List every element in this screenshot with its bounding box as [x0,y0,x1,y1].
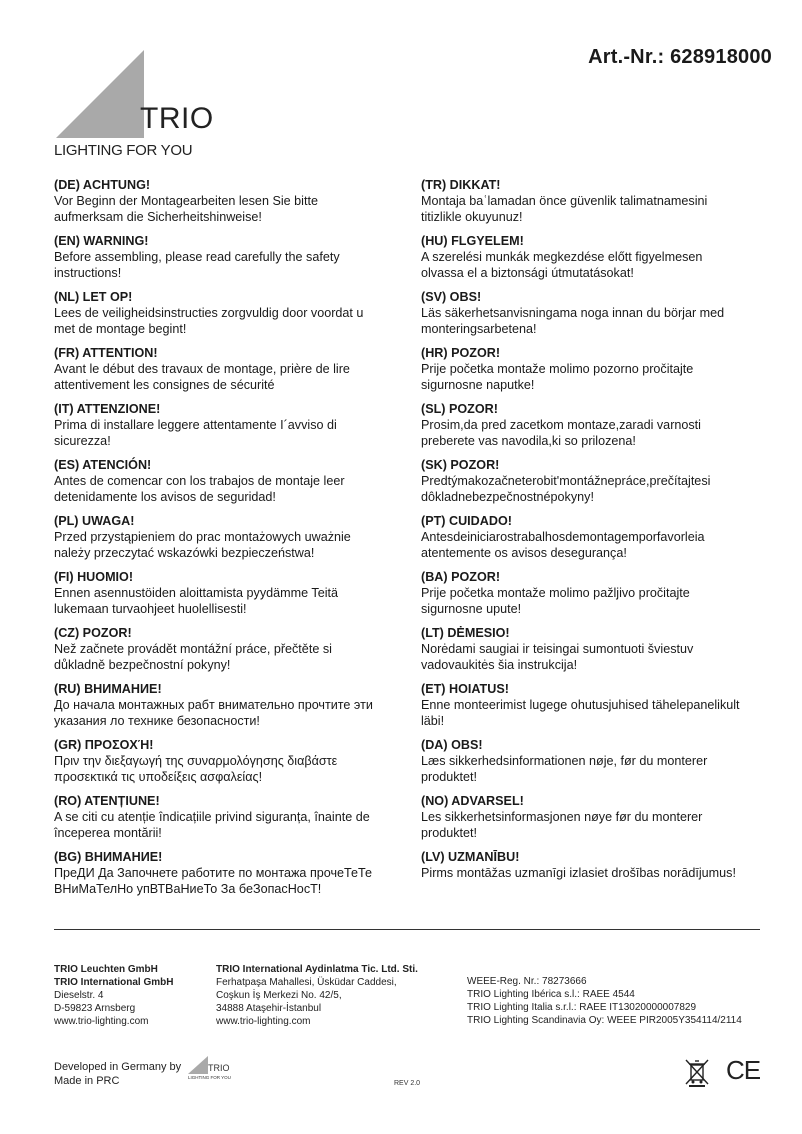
warning-heading: (RO) ATENȚIUNE! [54,794,160,808]
logo-tagline: LIGHTING FOR YOU [54,142,193,159]
warning-text: Przed przystąpieniem do prac montażowych uważnie [54,530,351,544]
warning-block [54,401,399,457]
developed-line: Developed in Germany by [54,1061,182,1073]
warning-text: aufmerksam die Sicherheitshinweise! [54,210,262,224]
address-line: Dieselstr. 4 [54,990,104,1001]
warning-text: Prije početka montaže molimo pozorno pročitajte [421,362,694,376]
address-line: Ferhatpaşa Mahallesi, Üsküdar Caddesi, [216,977,397,988]
warning-text: attentivement les consignes de sécurité [54,378,275,392]
warning-heading: (DE) ACHTUNG! [54,178,151,192]
warning-block [421,681,766,737]
warning-text: Montaja baʿlamadan önce güvenlik talimatnamesini [421,194,708,208]
warning-text: Prije početka montaže molimo pažljivo pročitajte [421,586,690,600]
warning-block [54,681,399,737]
warnings-left-column [54,177,399,905]
warning-text: titizlikle okuyunuz! [421,210,523,224]
warning-heading: (FI) HUOMIO! [54,570,134,584]
warning-block [54,345,399,401]
warning-text: Prosim,da pred zacetkom montaze,zaradi varnosti [421,418,701,432]
company-name: TRIO International GmbH [54,977,174,988]
warning-block [54,849,399,905]
warning-heading: (SL) POZOR! [421,402,498,416]
warning-heading: (BA) POZOR! [421,570,501,584]
logo-brand: TRIO [140,102,214,135]
warning-heading: (DA) OBS! [421,738,483,752]
warning-text: До начала монтажных рабт внимательно прочтите эти [54,698,373,712]
article-number-label: Art.-Nr.: [588,46,671,68]
warning-block [421,625,766,681]
warning-heading: (FR) ATTENTION! [54,346,158,360]
footer-address-trio-tr [216,963,418,1028]
mini-logo-tagline: LIGHTING FOR YOU [188,1075,231,1080]
warning-text: Ennen asennustöiden aloittamista pyydämme Teitä [54,586,338,600]
trio-logo [52,48,222,163]
ce-mark: CE [726,1055,761,1085]
warning-block [421,177,766,233]
warning-text: Vor Beginn der Montagearbeiten lesen Sie bitte [54,194,318,208]
warning-block [421,401,766,457]
company-name: TRIO International Aydinlatma Tic. Ltd. Sti. [216,964,418,975]
warning-block [54,513,399,569]
warning-text: preberete vas navodila,ki so prilozena! [421,434,636,448]
warning-text: Predtýmakozačneterobit'montážnepráce,prečítajtesi [421,474,711,488]
warning-block [421,289,766,345]
warning-text: Prima di installare leggere attentamente I´avviso di [54,418,337,432]
warning-heading: (ET) HOIATUS! [421,682,509,696]
warning-text: met de montage begint! [54,322,187,336]
warning-text: instructions! [54,266,122,280]
warning-heading: (CZ) POZOR! [54,626,132,640]
warning-block [421,569,766,625]
warning-text: Læs sikkerhedsinformationen nøje, før du monterer [421,754,708,768]
website-link[interactable]: www.trio-lighting.com [216,1016,311,1027]
warning-text: należy przeczytać wskazówki bezpieczeństwa! [54,546,315,560]
company-name: TRIO Leuchten GmbH [54,964,158,975]
warning-text: produktet! [421,770,478,784]
warning-text: ВНиМаТелНо упВТВаНиеТо За беЗопасНосТ! [54,882,322,896]
warning-text: vadovaukitės šia instrukcija! [421,658,578,672]
warning-text: Než začnete provádět montážní práce, přečtěte si [54,642,332,656]
warning-heading: (PT) CUIDADO! [421,514,512,528]
warning-text: A szerelési munkák megkezdése előtt figyelmesen [421,250,703,264]
warning-block [421,457,766,513]
warning-block [54,793,399,849]
warning-heading: (GR) ΠΡΟΣΟΧΉ! [54,738,154,752]
warning-text: produktet! [421,826,478,840]
warning-heading: (RU) ВНИМАНИЕ! [54,682,162,696]
address-line: D-59823 Arnsberg [54,1003,136,1014]
warning-block [421,737,766,793]
warning-text: atentemente os avisos desegurança! [421,546,627,560]
warning-block [421,345,766,401]
warning-text: sicurezza! [54,434,111,448]
warning-text: Before assembling, please read carefully the safety [54,250,340,264]
article-number-value: 628918000 [670,46,772,68]
warning-heading: (PL) UWAGA! [54,514,135,528]
warning-block [54,233,399,289]
warning-block [54,177,399,233]
warning-heading: (TR) DIKKAT! [421,178,501,192]
warning-block [421,233,766,289]
weee-line: TRIO Lighting Italia s.r.l.: RAEE IT13020000007829 [467,1002,697,1013]
warning-heading: (LV) UZMANĪBU! [421,850,520,864]
warning-block [54,289,399,345]
warning-block [421,849,766,905]
warning-text: προσεκτικά τις υποδείξεις ασφαλείας! [54,770,263,784]
warning-block [54,625,399,681]
footer-address-trio-de [54,963,173,1028]
warning-text: Πριν την διεξαγωγή της συναρμολόγησης διαβάστε [54,754,338,768]
warning-heading: (ES) ATENCIÓN! [54,458,152,472]
warning-heading: (LT) DĖMESIO! [421,626,510,640]
warning-block [54,457,399,513]
warning-text: Lees de veiligheidsinstructies zorgvuldig door voordat u [54,306,364,320]
warning-text: Avant le début des travaux de montage, prière de lire [54,362,350,376]
warning-text: dôkladnebezpečnostnépokyny! [421,490,594,504]
revision-label: REV 2.0 [394,1080,421,1087]
warning-heading: (HU) FLGYELEM! [421,234,524,248]
developed-note [54,1061,181,1088]
article-number [588,46,772,69]
warning-text: läbi! [421,714,445,728]
address-line: 34888 Ataşehir-İstanbul [216,1003,322,1014]
warning-text: указания ло технике безопасности! [54,714,260,728]
warning-text: sigurnosne naputke! [421,378,535,392]
crossed-bin-icon [682,1056,712,1093]
mini-trio-logo [186,1054,230,1084]
warning-text: Enne monteerimist lugege ohutusjuhised tähelepanelikult [421,698,740,712]
warning-heading: (SV) OBS! [421,290,482,304]
warning-heading: (HR) POZOR! [421,346,501,360]
warning-heading: (NL) LET OP! [54,290,133,304]
warning-heading: (IT) ATTENZIONE! [54,402,161,416]
warning-text: sigurnosne upute! [421,602,522,616]
website-link[interactable]: www.trio-lighting.com [54,1016,149,1027]
warning-heading: (SK) POZOR! [421,458,500,472]
warning-text: Les sikkerhetsinformasjonen nøye før du monterer [421,810,703,824]
warning-block [421,793,766,849]
weee-line: TRIO Lighting Ibérica s.l.: RAEE 4544 [467,989,635,1000]
warning-block [54,569,399,625]
mini-logo-brand: TRIO [208,1063,230,1073]
warning-text: Antes de comencar con los trabajos de montaje leer [54,474,345,488]
warning-text: důkladně bezpečnostní pokyny! [54,658,231,672]
warning-text: detenidamente los avisos de seguridad! [54,490,276,504]
warning-text: A se citi cu atenție îndicațiile privind siguranța, înainte de [54,810,370,824]
weee-line: WEEE-Reg. Nr.: 78273666 [467,976,587,987]
warnings-right-column [421,177,766,905]
warning-heading: (BG) ВНИМАНИЕ! [54,850,163,864]
warning-text: Norėdami saugiai ir teisingai sumontuoti šviestuv [421,642,694,656]
warning-text: Läs säkerhetsanvisningama noga innan du börjar med [421,306,725,320]
warning-block [421,513,766,569]
footer-weee-registrations [467,975,742,1027]
warning-text: monteringsarbetena! [421,322,537,336]
warning-text: olvassa el a biztonsági útmutatásokat! [421,266,634,280]
warning-text: începerea montării! [54,826,162,840]
address-line: Coşkun İş Merkezi No. 42/5, [216,990,342,1001]
warning-heading: (EN) WARNING! [54,234,149,248]
warning-text: lukemaan turvaohjeet huolellisesti! [54,602,247,616]
made-in-line: Made in PRC [54,1074,120,1087]
footer-divider [54,929,760,930]
weee-line: TRIO Lighting Scandinavia Oy: WEEE PIR2005Y354114/2114 [467,1015,742,1026]
warning-text: Antesdeiniciarostrabalhosdemontagemporfavorleia [421,530,705,544]
logo-triangle-icon [52,48,152,140]
warning-text: Pirms montāžas uzmanīgi izlasiet drošības norādījumus! [421,866,736,880]
warning-heading: (NO) ADVARSEL! [421,794,524,808]
warning-block [54,737,399,793]
warning-text: ПреДИ Да Започнете работите по монтажа прочеТеТе [54,866,373,880]
